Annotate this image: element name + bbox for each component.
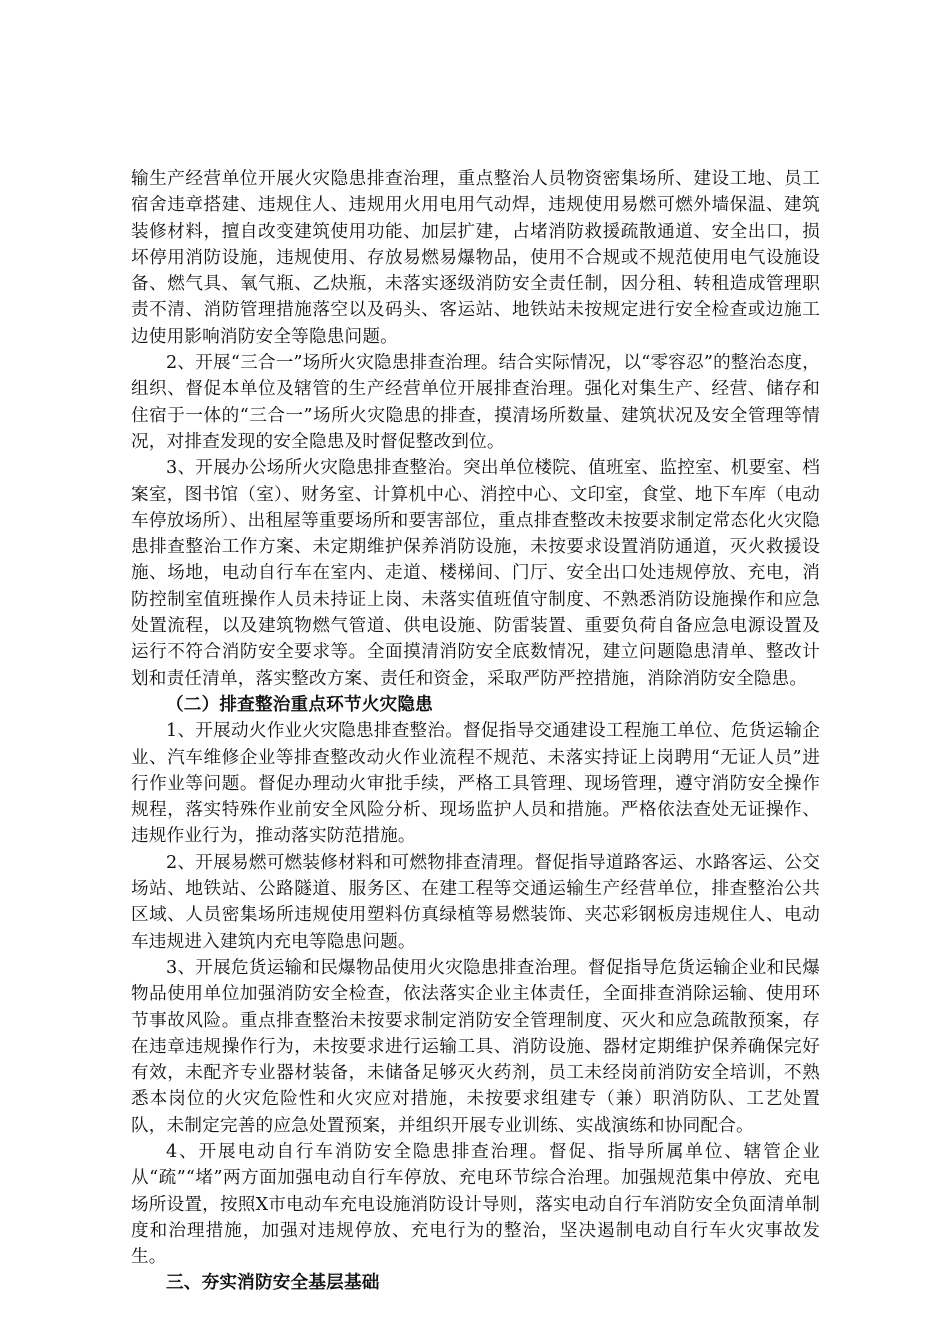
section-heading-key-links: （二）排查整治重点环节火灾隐患 xyxy=(166,693,433,715)
paragraph-flammable-materials: 2、开展易燃可燃装修材料和可燃物排查清理。督促指导道路客运、水路客运、公交场站、地铁站、公路隧道、服务区、在建工程等交通运输生产经营单位，排查整治公共区域、人员密集场所违规使用塑料仿真绿植等易燃装饰、夹芯彩钢板房违规住人、电动车违规进入建筑内充电等隐患问题。 xyxy=(131,852,820,952)
document-body xyxy=(131,166,820,1297)
paragraph-hot-work: 1、开展动火作业火灾隐患排查整治。督促指导交通建设工程施工单位、危货运输企业、汽车维修企业等排查整改动火作业流程不规范、未落实持证上岗聘用“无证人员”进行作业等问题。督促办理动火审批手续，严格工具管理、现场管理，遵守消防安全操作规程，落实特殊作业前安全风险分析、现场监护人员和措施。严格依法查处无证操作、违规作业行为，推动落实防范措施。 xyxy=(131,721,820,847)
paragraph-hazardous-goods: 3、开展危货运输和民爆物品使用火灾隐患排查治理。督促指导危货运输企业和民爆物品使用单位加强消防安全检查，依法落实企业主体责任，全面排查消除运输、使用环节事故风险。重点排查整治未按要求制定消防安全管理制度、灭火和应急疏散预案，存在违章违规操作行为，未按要求进行运输工具、消防设施、器材定期维护保养确保完好有效，未配齐专业器材装备，未储备足够灭火药剂，员工未经岗前消防安全培训，不熟悉本岗位的火灾危险性和火灾应对措施，未按要求组建专（兼）职消防队、工艺处置队，未制定完善的应急处置预案，并组织开展专业训练、实战演练和协同配合。 xyxy=(131,957,820,1136)
paragraph-office-premises: 3、开展办公场所火灾隐患排查整治。突出单位楼院、值班室、监控室、机要室、档案室，图书馆（室）、财务室、计算机中心、消控中心、文印室，食堂、地下车库（电动车停放场所）、出租屋等重要场所和要害部位，重点排查整改未按要求制定常态化火灾隐患排查整治工作方案、未定期维护保养消防设施，未按要求设置消防通道，灭火救援设施、场地，电动自行车在室内、走道、楼梯间、门厅、安全出口处违规停放、充电，消防控制室值班操作人员未持证上岗、未落实值班值守制度、不熟悉消防设施操作和应急处置流程，以及建筑物燃气管道、供电设施、防雷装置、重要负荷自备应急电源设置及运行不符合消防安全要求等。全面摸清消防安全底数情况，建立问题隐患清单、整改计划和责任清单，落实整改方案、责任和资金，采取严防严控措施，消除消防安全隐患。 xyxy=(131,458,820,689)
paragraph-three-in-one: 2、开展“三合一”场所火灾隐患排查治理。结合实际情况，以“零容忍”的整治态度，组织、督促本单位及辖管的生产经营单位开展排查治理。强化对集生产、经营、储存和住宿于一体的“三合一”场所火灾隐患的排查，摸清场所数量、建筑状况及安全管理等情况，对排查发现的安全隐患及时督促整改到位。 xyxy=(131,353,820,452)
paragraph-continuation: 输生产经营单位开展火灾隐患排查治理，重点整治人员物资密集场所、建设工地、员工宿舍违章搭建、违规住人、违规用火用电用气动焊，违规使用易燃可燃外墙保温、建筑装修材料，擅自改变建筑使用功能、加层扩建，占堵消防救援疏散通道、安全出口，损坏停用消防设施，违规使用、存放易燃易爆物品，使用不合规或不规范使用电气设施设备、燃气具、氧气瓶、乙炔瓶，未落实逐级消防安全责任制，因分租、转租造成管理职责不清、消防管理措施落空以及码头、客运站、地铁站未按规定进行安全检查或边施工边使用影响消防安全等隐患问题。 xyxy=(131,169,820,347)
section-heading-grassroots: 三、夯实消防安全基层基础 xyxy=(166,1272,380,1294)
paragraph-e-bikes: 4、开展电动自行车消防安全隐患排查治理。督促、指导所属单位、辖管企业从“疏”“堵”两方面加强电动自行车停放、充电环节综合治理。加强规范集中停放、充电场所设置，按照X市电动车充电设施消防设计导则，落实电动自行车消防安全负面清单制度和治理措施，加强对违规停放、充电行为的整治，坚决遏制电动自行车火灾事故发生。 xyxy=(131,1141,820,1268)
